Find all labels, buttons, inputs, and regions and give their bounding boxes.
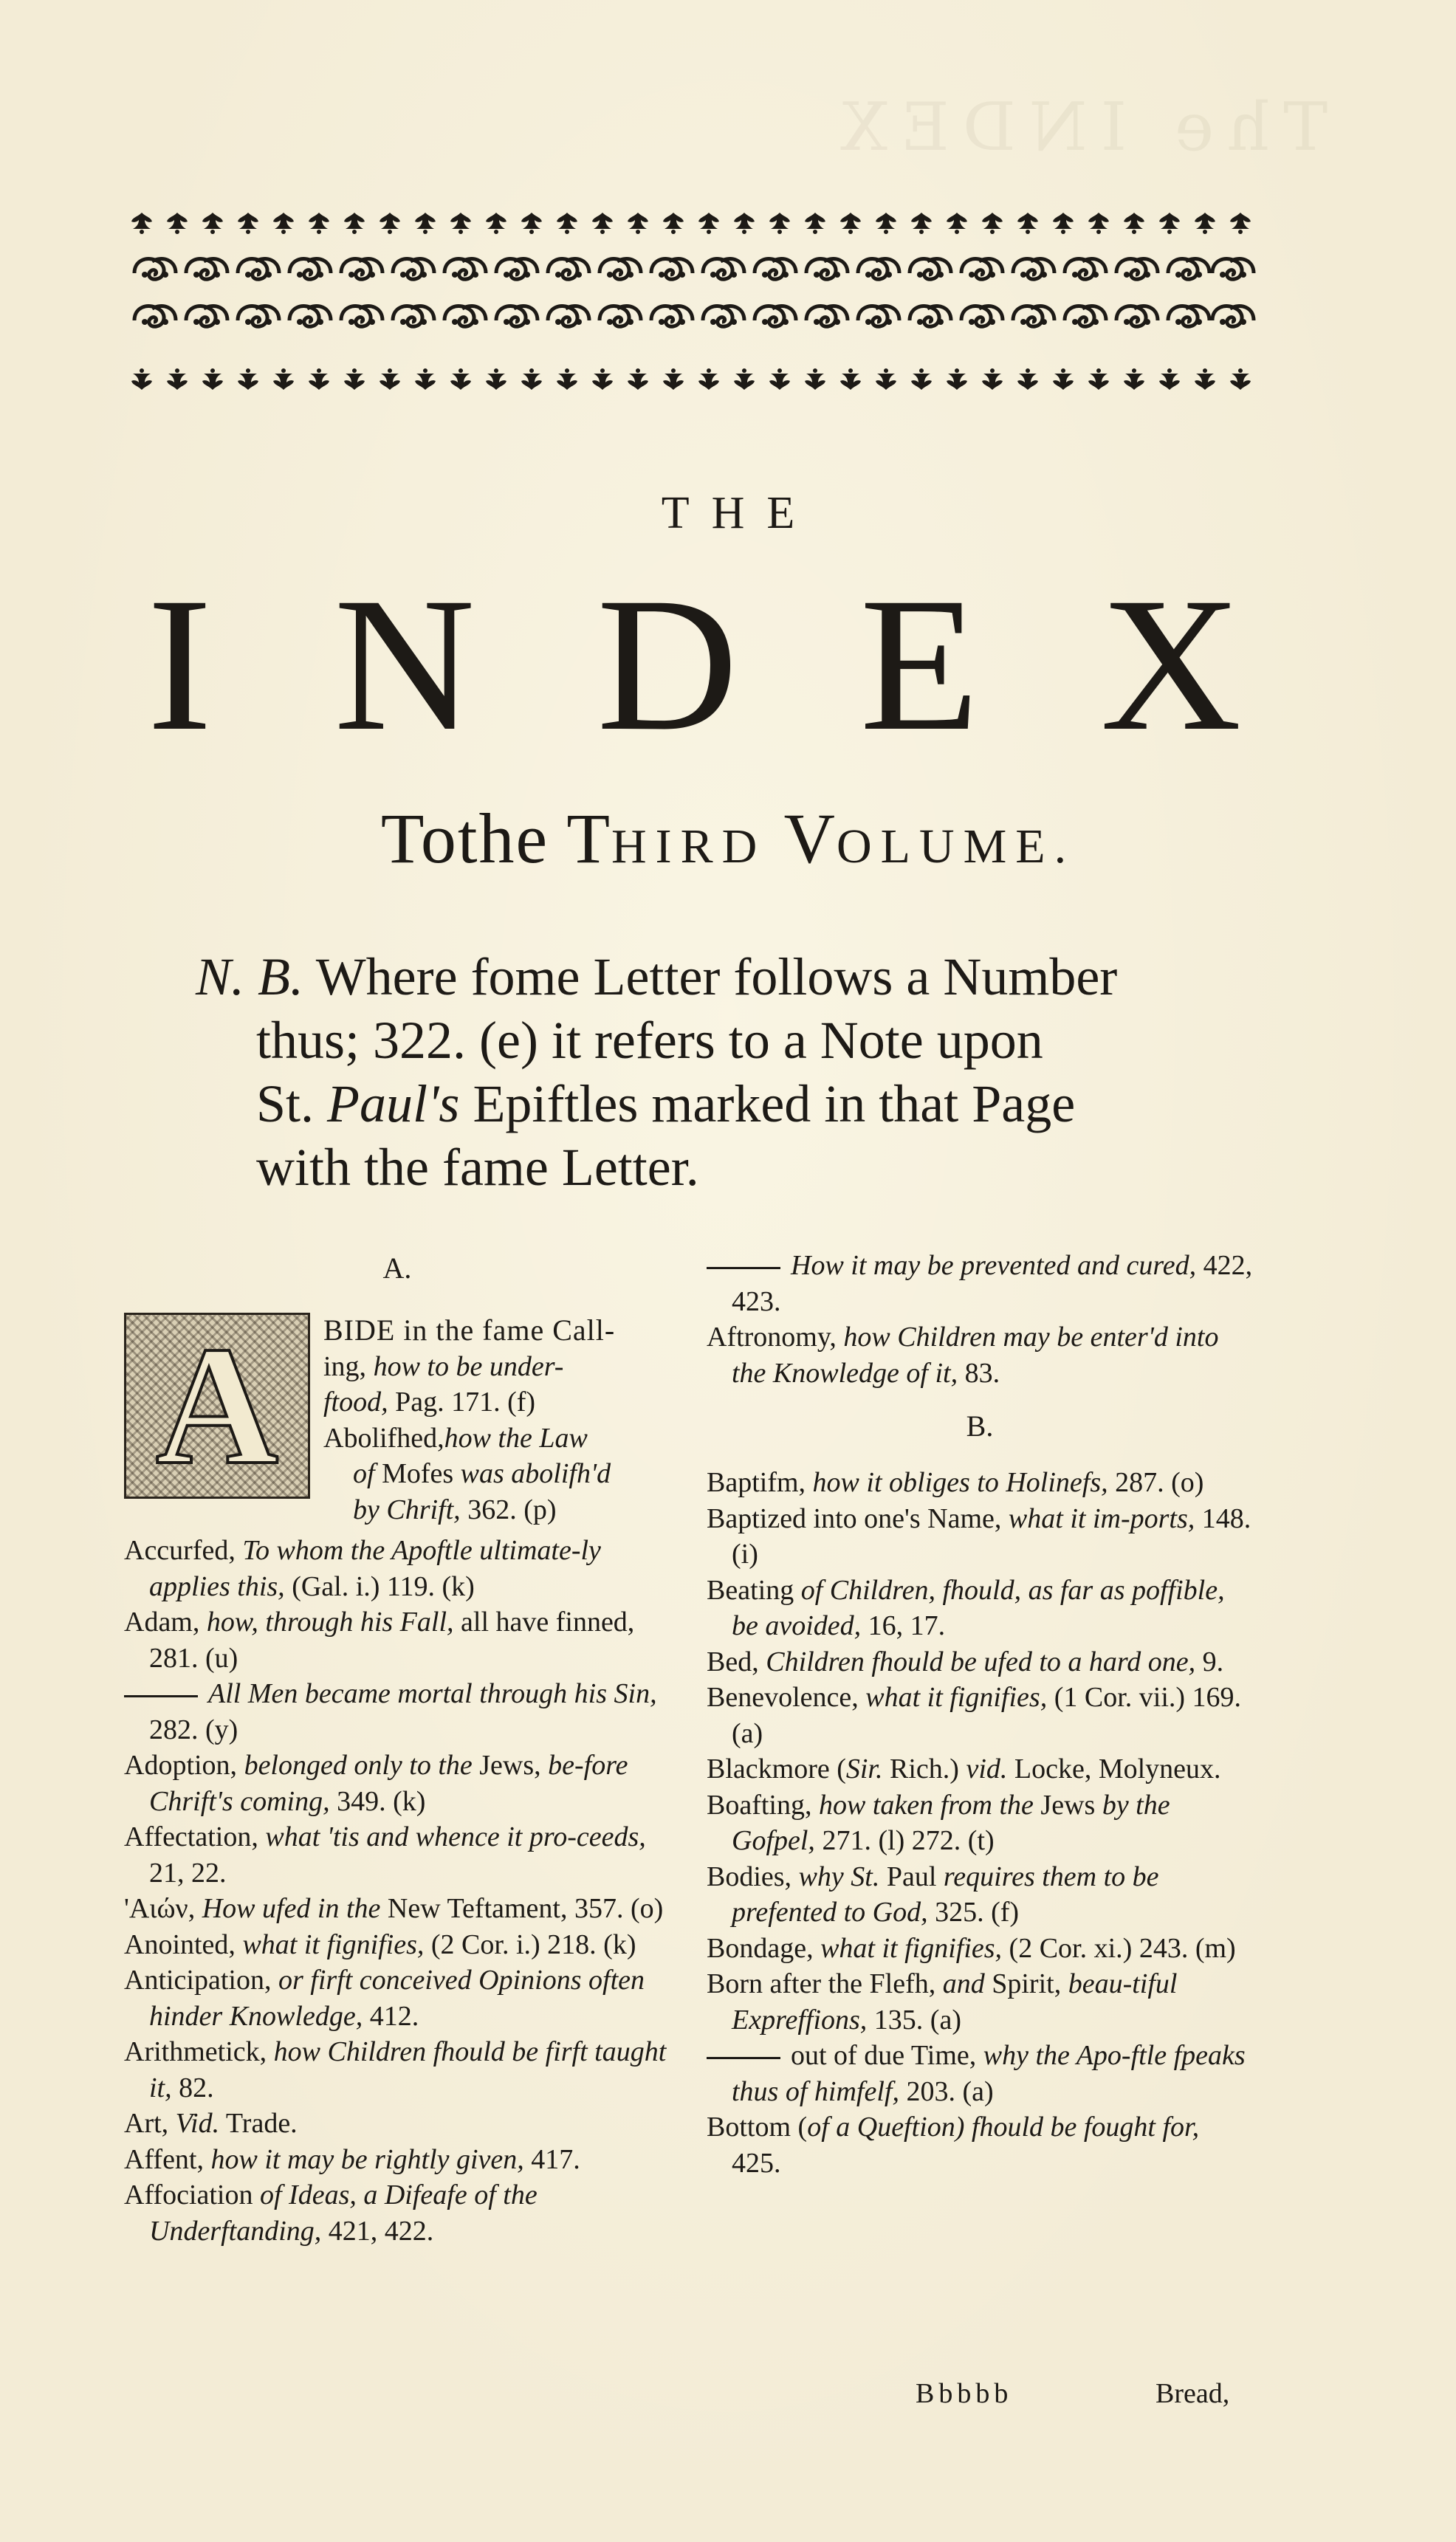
section-heading-b: B. [966, 1409, 994, 1443]
ditto-dash [707, 2057, 780, 2059]
left-column [124, 1248, 670, 2249]
title-the: THE [661, 488, 817, 538]
catchword: Bread, [1155, 2378, 1230, 2409]
index-entry: Aftronomy, how Children may be enter'd into the Knowledge of it, 83. [707, 1322, 1219, 1389]
index-entry: How it may be prevented and cured, 422, 423. [707, 1248, 1253, 1319]
section-heading-a: A. [382, 1251, 412, 1285]
ornament-row-2 [134, 259, 1254, 280]
ornamental-header-band [127, 207, 1260, 399]
index-entry: Benevolence, what it fignifies, (1 Cor. vii.) 169. (a) [707, 1682, 1242, 1749]
ditto-dash [707, 1267, 780, 1269]
index-entry: 'Αιών, How ufed in the New Teftament, 357. (o) [124, 1893, 664, 1924]
index-entry: Blackmore (Sir. Rich.) vid. Locke, Molyneux. [707, 1753, 1221, 1784]
ornament-row-4 [131, 368, 1251, 390]
index-entry: Bed, Children fhould be ufed to a hard one, 9. [707, 1646, 1224, 1677]
title-index-letter: E [859, 558, 979, 771]
index-entry: Affociation of Ideas, a Difeafe of the Underftanding, 421, 422. [124, 2179, 538, 2247]
index-entry: Bottom (of a Queftion) fhould be fought for, 425. [707, 2112, 1200, 2179]
index-entry: out of due Time, why the Apo-ftle fpeaks thus of himfelf, 203. (a) [707, 2038, 1253, 2109]
right-column [707, 1248, 1253, 2181]
volume-subtitle: Tothe THIRD VOLUME. [380, 799, 1076, 878]
dropcap-entry [124, 1313, 670, 1527]
index-entry: Born after the Flefh, and Spirit, beau-tiful Expreffions, 135. (a) [707, 1968, 1178, 2036]
index-entry: Bondage, what it fignifies, (2 Cor. xi.) 243. (m) [707, 1932, 1236, 1964]
ditto-dash [124, 1695, 198, 1697]
abide-entry: BIDE in the fame Call- ing, how to be under- ftood, Pag. 171. (f) Abolifhed,how the Law of Mofes was abolifh'd by Chrift, 362. (p) [323, 1313, 616, 1525]
ornament-row-1 [131, 213, 1251, 234]
index-entry: Affectation, what 'tis and whence it pro-ceeds, 21, 22. [124, 1821, 646, 1889]
index-entry: Art, Vid. Trade. [124, 2108, 298, 2139]
title-index-letter: D [597, 558, 738, 771]
ornament-row-3 [134, 306, 1254, 327]
bleed-through-text: The INDEX [827, 89, 1328, 166]
signature-mark: Bbbbb [916, 2378, 1013, 2409]
nota-bene: N. B. Where fome Letter follows a Number thus; 322. (e) it refers to a Note upon St. Paul's Epiftles marked in that Page with the fame Letter. [196, 947, 1118, 1197]
index-entry: Anticipation, or firft conceived Opinions often hinder Knowledge, 412. [124, 1965, 645, 2032]
title-index-letter: X [1100, 558, 1242, 771]
index-entry: Affent, how it may be rightly given, 417. [124, 2143, 580, 2175]
title-index [147, 558, 1242, 771]
index-entry: Boafting, how taken from the Jews by the Gofpel, 271. (l) 272. (t) [707, 1789, 1170, 1856]
title-index-letter: I [147, 558, 213, 771]
index-entry: Accurfed, To whom the Apoftle ultimate-ly applies this, (Gal. i.) 119. (k) [124, 1535, 601, 1602]
index-entry: Arithmetick, how Children fhould be firft taught it, 82. [124, 2036, 667, 2103]
index-entry: Bodies, why St. Paul requires them to be prefented to God, 325. (f) [707, 1861, 1159, 1928]
title-index-letter: N [334, 558, 476, 771]
index-entry: Adoption, belonged only to the Jews, be-fore Chrift's coming, 349. (k) [124, 1750, 628, 1817]
index-entry: Baptifm, how it obliges to Holinefs, 287. (o) [707, 1467, 1204, 1498]
index-entry: Anointed, what it fignifies, (2 Cor. i.) 218. (k) [124, 1928, 636, 1960]
decorated-initial: A [124, 1313, 310, 1499]
index-entry: Baptized into one's Name, what it im-ports, 148. (i) [707, 1502, 1251, 1570]
index-entry: All Men became mortal through his Sin, 282. (y) [124, 1676, 670, 1748]
index-entry: Adam, how, through his Fall, all have finned, 281. (u) [124, 1607, 635, 1674]
index-entry: Beating of Children, fhould, as far as poffible, be avoided, 16, 17. [707, 1574, 1225, 1641]
